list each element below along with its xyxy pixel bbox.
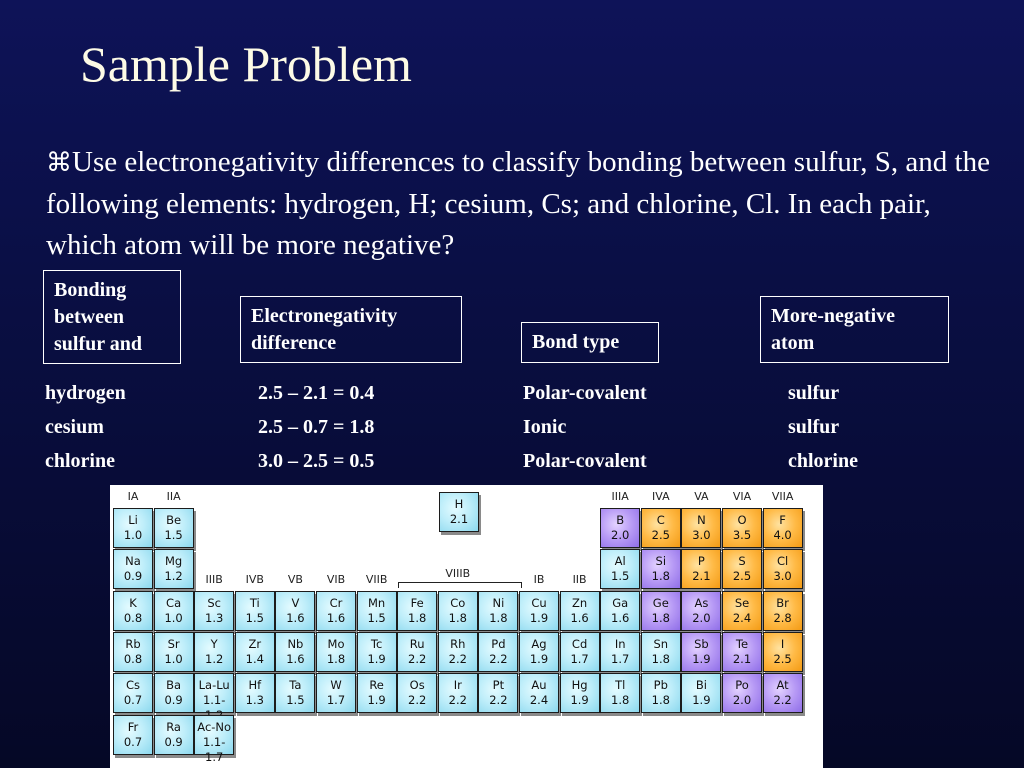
electronegativity-value: 1.5 [367, 610, 386, 625]
element-symbol: N [697, 513, 706, 527]
row-bond-type: Polar-covalent [523, 382, 647, 404]
element-symbol: Sb [694, 636, 709, 651]
group-label: IVB [245, 573, 264, 586]
electronegativity-value: 2.2 [408, 651, 427, 666]
element-symbol: Ge [652, 595, 669, 610]
element-symbol: Cs [125, 678, 141, 693]
electronegativity-value: 1.8 [651, 693, 670, 708]
electronegativity-value: 1.8 [611, 693, 630, 708]
electronegativity-value: 1.9 [570, 693, 589, 708]
row-more-negative: sulfur [788, 416, 840, 438]
element-cell-tl [600, 673, 640, 713]
electronegativity-value: 1.5 [286, 693, 305, 708]
element-symbol: At [776, 678, 789, 693]
element-cell-ga [600, 591, 640, 631]
element-cell-cl [763, 549, 803, 589]
element-cell-mg [154, 549, 194, 589]
element-symbol: Cu [531, 595, 547, 610]
element-cell-zn [560, 591, 600, 631]
group-label: IIIB [205, 573, 223, 586]
element-cell-au [519, 673, 559, 713]
element-cell-n [681, 508, 721, 548]
element-cell-sn [641, 632, 681, 672]
electronegativity-value: 1.6 [570, 610, 589, 625]
electronegativity-value: 0.9 [164, 693, 183, 708]
element-symbol: Na [125, 554, 141, 569]
element-symbol: Nb [287, 636, 304, 651]
element-symbol: Mo [327, 636, 345, 651]
element-symbol: Hg [571, 678, 588, 693]
electronegativity-value: 1.9 [529, 651, 549, 666]
element-symbol: Ti [249, 595, 260, 610]
element-cell-w [316, 673, 356, 713]
row-element: chlorine [45, 450, 115, 472]
element-cell-cu [519, 591, 559, 631]
element-symbol: Cr [329, 595, 343, 610]
element-cell-k [113, 591, 153, 631]
group-label: IA [127, 490, 139, 503]
element-cell-ba [154, 673, 194, 713]
element-cell-tc [357, 632, 397, 672]
element-symbol: Zn [572, 595, 588, 610]
element-symbol: O [737, 513, 747, 527]
element-cell-f [763, 508, 803, 548]
electronegativity-value: 2.5 [773, 651, 792, 666]
element-cell-cs [113, 673, 153, 713]
element-cell-al [600, 549, 640, 589]
group-label: VIIIB [445, 567, 471, 580]
element-symbol: Mn [367, 595, 386, 610]
element-symbol: Cd [571, 636, 588, 651]
electronegativity-value: 1.8 [326, 651, 346, 666]
element-symbol: Fe [410, 595, 424, 610]
element-cell-re [357, 673, 397, 713]
element-cell-ir [438, 673, 478, 713]
electronegativity-value: 0.8 [123, 651, 143, 666]
electronegativity-value: 2.2 [489, 651, 508, 666]
element-cell-ra [154, 715, 194, 755]
element-symbol: Po [735, 678, 749, 693]
group-label: VB [287, 573, 303, 586]
viiib-bracket-line [398, 582, 521, 583]
electronegativity-value: 1.6 [611, 610, 630, 625]
element-symbol: W [330, 678, 342, 693]
element-cell-s [722, 549, 762, 589]
element-symbol: S [738, 554, 746, 569]
element-symbol: Rb [125, 636, 141, 651]
row-more-negative: chlorine [788, 450, 858, 472]
element-symbol: Sr [167, 636, 180, 651]
electronegativity-value: 3.5 [732, 528, 752, 542]
element-cell-ac-no [194, 715, 234, 764]
bullet-icon: ⌘ [46, 148, 72, 178]
electronegativity-value: 1.5 [245, 610, 264, 625]
element-symbol: I [780, 636, 785, 651]
row-difference: 2.5 – 0.7 = 1.8 [258, 416, 375, 438]
element-symbol: Ba [166, 678, 182, 693]
group-label: IVA [652, 490, 670, 503]
element-symbol: Pb [653, 678, 668, 693]
element-symbol: Sn [653, 636, 669, 651]
element-cell-c [641, 508, 681, 548]
group-label: IIIA [611, 490, 629, 503]
element-cell-ag [519, 632, 559, 672]
row-bond-type: Ionic [523, 416, 567, 438]
element-symbol: Ta [289, 678, 302, 693]
electronegativity-value: 1.9 [367, 651, 386, 666]
electronegativity-value: 2.4 [529, 693, 549, 708]
element-symbol: Ni [492, 595, 505, 610]
electronegativity-value: 1.9 [529, 610, 549, 625]
element-symbol: Re [369, 678, 384, 693]
electronegativity-value: 1.9 [367, 693, 386, 708]
element-cell-fr [113, 715, 153, 755]
element-cell-sc [194, 591, 234, 631]
element-cell-li [113, 508, 153, 548]
element-symbol: Ir [453, 678, 462, 693]
element-cell-bi [681, 673, 721, 713]
element-cell-p [681, 549, 721, 589]
element-symbol: Sc [207, 595, 221, 610]
electronegativity-value: 2.1 [732, 651, 752, 666]
electronegativity-value: 1.5 [164, 528, 183, 542]
element-symbol: Co [450, 595, 466, 610]
electronegativity-value: 2.1 [692, 569, 711, 584]
element-cell-v [275, 591, 315, 631]
element-cell-ru [397, 632, 437, 672]
element-cell-at [763, 673, 803, 713]
element-cell-be [154, 508, 194, 548]
electronegativity-value: 2.4 [732, 610, 752, 625]
row-bond-type: Polar-covalent [523, 450, 647, 472]
electronegativity-value: 0.8 [123, 610, 143, 625]
element-cell-cr [316, 591, 356, 631]
electronegativity-value: 2.1 [449, 512, 469, 526]
element-symbol: Cl [776, 554, 789, 569]
element-cell-pb [641, 673, 681, 713]
electronegativity-value: 1.8 [651, 569, 670, 584]
electronegativity-value: 2.0 [611, 528, 630, 542]
element-cell-os [397, 673, 437, 713]
element-symbol: Li [128, 513, 138, 527]
electronegativity-value: 1.5 [611, 569, 630, 584]
electronegativity-value: 2.5 [732, 569, 752, 584]
element-cell-mn [357, 591, 397, 631]
element-symbol: Os [409, 678, 425, 693]
row-element: hydrogen [45, 382, 126, 404]
electronegativity-value: 1.8 [448, 610, 467, 625]
electronegativity-value: 1.0 [123, 528, 143, 542]
group-label: VIA [732, 490, 752, 503]
element-symbol: Ac-No [197, 719, 232, 734]
electronegativity-value: 1.6 [286, 610, 305, 625]
element-cell-h [439, 492, 479, 532]
electronegativity-value: 2.5 [651, 528, 670, 542]
electronegativity-value: 2.2 [489, 693, 508, 708]
electronegativity-value: 2.2 [448, 651, 467, 666]
electronegativity-value: 1.8 [651, 651, 670, 666]
electronegativity-value: 1.3 [245, 693, 264, 708]
electronegativity-value: 2.8 [773, 610, 792, 625]
electronegativity-value: 1.8 [651, 610, 670, 625]
electronegativity-value: 1.0 [164, 610, 183, 625]
row-more-negative: sulfur [788, 382, 840, 404]
element-cell-la-lu [194, 673, 234, 713]
row-element: cesium [45, 416, 104, 438]
electronegativity-value: 1.7 [326, 693, 346, 708]
element-cell-te [722, 632, 762, 672]
element-cell-sr [154, 632, 194, 672]
element-symbol: Ra [166, 719, 181, 734]
element-symbol: Tc [370, 636, 383, 651]
element-symbol: Y [210, 636, 218, 651]
group-label: IIB [572, 573, 587, 586]
element-cell-in [600, 632, 640, 672]
electronegativity-value: 1.3 [205, 610, 224, 625]
electronegativity-value: 1.7 [570, 651, 589, 666]
element-cell-ti [235, 591, 275, 631]
electronegativity-value: 1.2 [164, 569, 183, 584]
row-difference: 2.5 – 2.1 = 0.4 [258, 382, 375, 404]
element-cell-hg [560, 673, 600, 713]
electronegativity-value: 1.9 [692, 693, 711, 708]
electronegativity-value: 4.0 [773, 528, 792, 542]
element-symbol: In [614, 636, 626, 651]
electronegativity-value: 1.8 [408, 610, 427, 625]
element-cell-hf [235, 673, 275, 713]
element-symbol: P [697, 554, 705, 569]
element-symbol: Bi [695, 678, 707, 693]
element-symbol: Fr [127, 719, 139, 734]
element-symbol: Ga [612, 595, 629, 610]
element-cell-cd [560, 632, 600, 672]
electronegativity-value: 0.9 [123, 569, 143, 584]
element-cell-y [194, 632, 234, 672]
problem-text: Use electronegativity differences to classify bonding between sulfur, S, and the following elements: hydrogen, H; cesium, Cs; and chlorine, Cl. In each pair, which atom will be more negative? [46, 146, 990, 261]
element-cell-pt [478, 673, 518, 713]
element-cell-as [681, 591, 721, 631]
element-cell-se [722, 591, 762, 631]
element-symbol: Zr [248, 636, 262, 651]
group-label: VA [694, 490, 709, 503]
element-symbol: Tl [615, 678, 626, 693]
element-symbol: Pd [491, 636, 506, 651]
header-bond-type: Bond type [521, 322, 659, 363]
element-symbol: Ca [166, 595, 182, 610]
electronegativity-value: 1.8 [489, 610, 508, 625]
element-symbol: Mg [164, 554, 183, 569]
header-more-negative: More-negative atom [760, 296, 949, 363]
group-label: VIIA [771, 490, 794, 503]
element-symbol: As [694, 595, 709, 610]
element-symbol: K [129, 595, 137, 610]
element-cell-na [113, 549, 153, 589]
group-label: VIB [326, 573, 346, 586]
element-cell-rb [113, 632, 153, 672]
electronegativity-value: 0.7 [123, 734, 143, 749]
element-cell-br [763, 591, 803, 631]
element-symbol: Be [166, 513, 182, 527]
element-cell-pd [478, 632, 518, 672]
header-bonding: Bonding between sulfur and [43, 270, 181, 364]
element-cell-fe [397, 591, 437, 631]
group-label: IIA [166, 490, 181, 503]
element-symbol: Al [614, 554, 626, 569]
electronegativity-value: 2.0 [732, 693, 752, 708]
element-cell-co [438, 591, 478, 631]
element-symbol: Au [531, 678, 547, 693]
electronegativity-value: 1.6 [326, 610, 346, 625]
electronegativity-value: 1.2 [205, 651, 224, 666]
electronegativity-value: 1.0 [164, 651, 183, 666]
element-symbol: Br [776, 595, 789, 610]
element-cell-sb [681, 632, 721, 672]
slide-title: Sample Problem [80, 36, 412, 92]
element-cell-ge [641, 591, 681, 631]
element-cell-rh [438, 632, 478, 672]
element-symbol: Hf [248, 678, 262, 693]
electronegativity-value: 1.4 [245, 651, 264, 666]
element-symbol: Pt [492, 678, 505, 693]
electronegativity-value: 1.7 [611, 651, 630, 666]
electronegativity-value: 1.1-1.7 [202, 734, 226, 764]
electronegativity-value: 2.2 [448, 693, 467, 708]
element-cell-si [641, 549, 681, 589]
element-symbol: C [656, 513, 665, 527]
electronegativity-value: 1.6 [286, 651, 305, 666]
element-cell-ni [478, 591, 518, 631]
header-difference: Electronegativity difference [240, 296, 462, 363]
electronegativity-value: 0.9 [164, 734, 183, 749]
element-symbol: Rh [450, 636, 466, 651]
electronegativity-value: 3.0 [692, 528, 711, 542]
problem-statement [46, 142, 996, 266]
element-cell-o [722, 508, 762, 548]
element-symbol: La-Lu [198, 678, 230, 693]
electronegativity-value: 1.9 [692, 651, 711, 666]
element-symbol: Ru [409, 636, 425, 651]
group-label: IB [533, 573, 545, 586]
element-symbol: Te [735, 636, 749, 651]
element-cell-zr [235, 632, 275, 672]
element-symbol: Se [734, 595, 750, 610]
periodic-table [110, 485, 823, 768]
element-symbol: Ag [531, 636, 547, 651]
element-cell-nb [275, 632, 315, 672]
electronegativity-value: 2.2 [773, 693, 792, 708]
electronegativity-value: 1.1- [202, 693, 226, 708]
group-label: VIIB [365, 573, 388, 586]
element-symbol: V [291, 595, 300, 610]
element-cell-mo [316, 632, 356, 672]
element-cell-po [722, 673, 762, 713]
electronegativity-value: 2.2 [408, 693, 427, 708]
element-symbol: H [454, 497, 464, 511]
viiib-bracket-left [398, 582, 399, 588]
element-symbol: B [616, 513, 625, 527]
element-cell-b [600, 508, 640, 548]
element-symbol: F [779, 513, 786, 527]
element-cell-ca [154, 591, 194, 631]
electronegativity-value: 3.0 [773, 569, 792, 584]
row-difference: 3.0 – 2.5 = 0.5 [258, 450, 375, 472]
element-symbol: Si [655, 554, 667, 569]
electronegativity-value: 0.7 [123, 693, 143, 708]
electronegativity-value: 2.0 [692, 610, 711, 625]
element-cell-ta [275, 673, 315, 713]
element-cell-i [763, 632, 803, 672]
